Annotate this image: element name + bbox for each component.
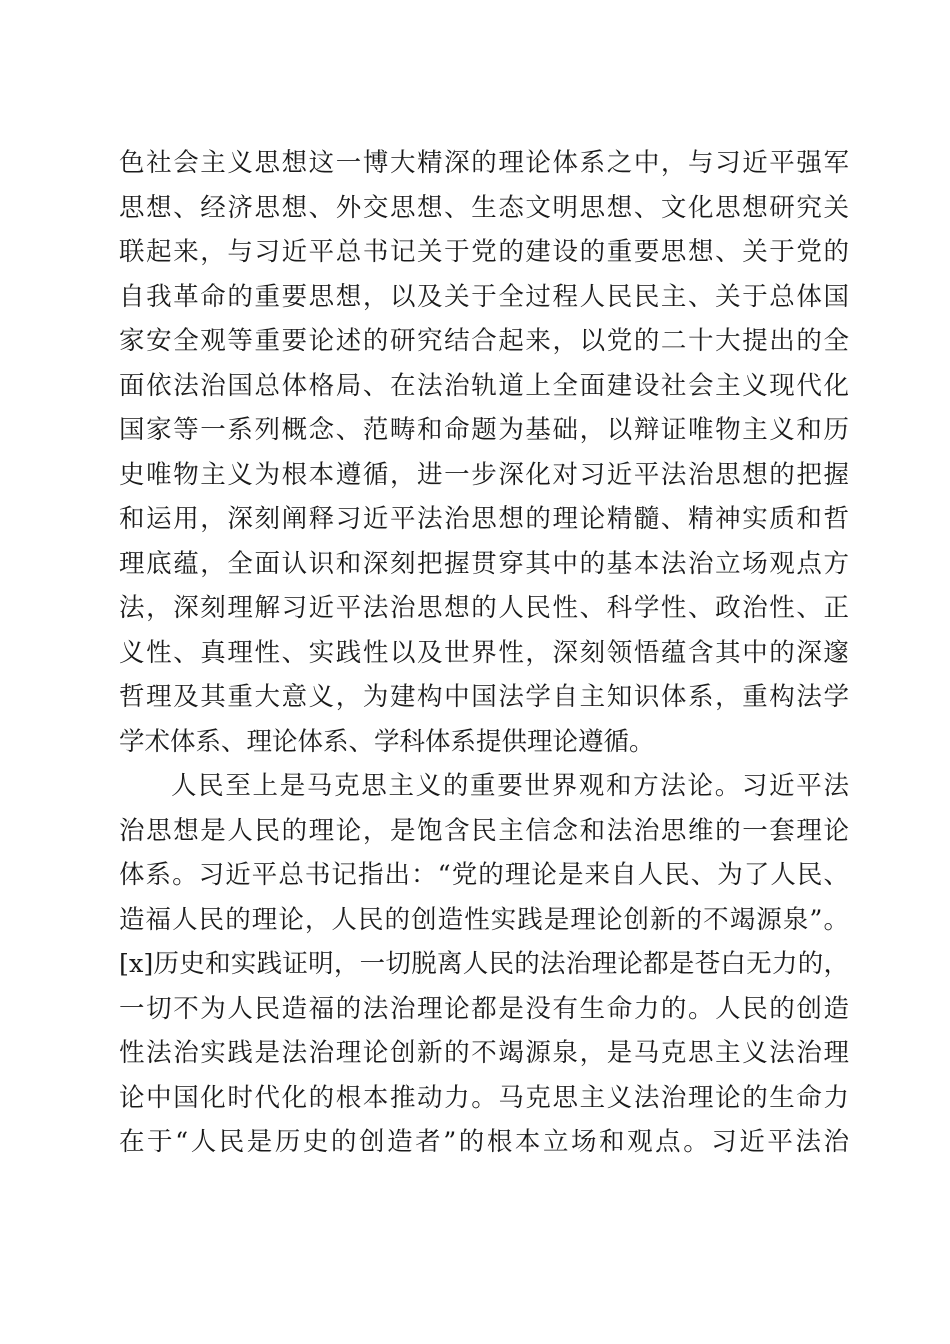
text-line: 论中国化时代化的根本推动力。马克思主义法治理论的生命力 [119,1082,849,1113]
body-text [119,141,849,1165]
text-line: 理底蕴，全面认识和深刻把握贯穿其中的基本法治立场观点方 [119,548,849,579]
text-line: 色社会主义思想这一博大精深的理论体系之中，与习近平强军 [119,148,849,178]
text-line: 自我革命的重要思想，以及关于全过程人民民主、关于总体国 [119,281,849,312]
text-line: 家安全观等重要论述的研究结合起来，以党的二十大提出的全 [119,326,849,356]
text-line: 治思想是人民的理论，是饱含民主信念和法治思维的一套理论 [119,815,849,846]
text-line: 面依法治国总体格局、在法治轨道上全面建设社会主义现代化 [119,370,849,401]
text-line: 史唯物主义为根本遵循，进一步深化对习近平法治思想的把握 [119,459,849,490]
text-line: 思想、经济思想、外交思想、生态文明思想、文化思想研究关 [119,192,849,223]
text-line: 造福人民的理论，人民的创造性实践是理论创新的不竭源泉”。 [119,904,849,935]
text-line: 在于“人民是历史的创造者”的根本立场和观点。习近平法治 [119,1127,849,1157]
text-line: 性法治实践是法治理论创新的不竭源泉，是马克思主义法治理 [119,1038,849,1068]
text-line: [x]历史和实践证明，一切脱离人民的法治理论都是苍白无力的， [119,949,849,979]
paragraph-2 [119,764,849,1165]
text-line: 和运用，深刻阐释习近平法治思想的理论精髓、精神实质和哲 [119,504,849,534]
text-line: 人民至上是马克思主义的重要世界观和方法论。习近平法 [171,771,849,801]
text-line: 义性、真理性、实践性以及世界性，深刻领悟蕴含其中的深邃 [119,637,849,668]
paragraph-1 [119,141,849,764]
text-line: 学术体系、理论体系、学科体系提供理论遵循。 [119,726,655,757]
text-line: 哲理及其重大意义，为建构中国法学自主知识体系，重构法学 [119,682,849,712]
text-line: 一切不为人民造福的法治理论都是没有生命力的。人民的创造 [119,993,849,1024]
text-line: 法，深刻理解习近平法治思想的人民性、科学性、政治性、正 [119,593,849,623]
text-line: 联起来，与习近平总书记关于党的建设的重要思想、关于党的 [119,237,849,267]
text-line: 体系。习近平总书记指出：“党的理论是来自人民、为了人民、 [119,860,849,890]
text-line: 国家等一系列概念、范畴和命题为基础，以辩证唯物主义和历 [119,415,849,445]
